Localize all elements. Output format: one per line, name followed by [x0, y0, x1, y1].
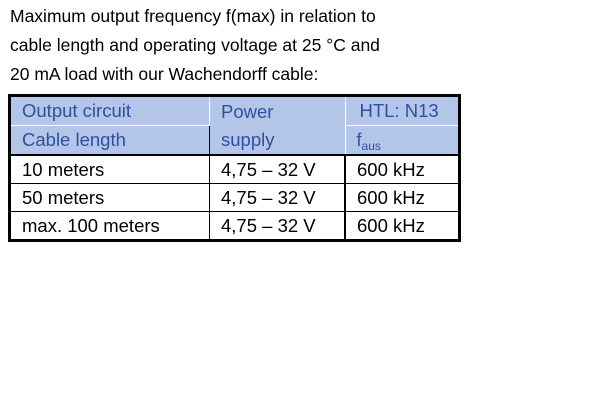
- table-row: [10, 155, 460, 184]
- intro-text: [10, 2, 570, 89]
- cell-cable-length: 50 meters: [10, 184, 210, 212]
- header-cable-length: Cable length: [10, 126, 210, 156]
- header-faus: [345, 126, 459, 156]
- table-header-row-1: [10, 96, 460, 126]
- cell-power-supply: 4,75 – 32 V: [210, 155, 346, 184]
- frequency-table: [8, 94, 461, 242]
- header-output-circuit: Output circuit: [10, 96, 210, 126]
- cell-cable-length: 10 meters: [10, 155, 210, 184]
- header-power-supply-line-1: Power: [221, 101, 274, 122]
- intro-line-3: 20 mA load with our Wachendorff cable:: [10, 64, 319, 84]
- header-power-supply: [210, 96, 346, 156]
- cell-cable-length: max. 100 meters: [10, 212, 210, 241]
- intro-line-1: Maximum output frequency f(max) in relation to: [10, 6, 376, 26]
- table-row: [10, 212, 460, 241]
- cell-frequency: 600 kHz: [345, 212, 459, 241]
- cell-power-supply: 4,75 – 32 V: [210, 184, 346, 212]
- cell-frequency: 600 kHz: [345, 155, 459, 184]
- header-faus-subscript: aus: [361, 139, 381, 153]
- header-faus-main: f: [356, 130, 362, 150]
- table-row: [10, 184, 460, 212]
- intro-line-2: cable length and operating voltage at 25 °C and: [10, 35, 380, 55]
- cell-frequency: 600 kHz: [345, 184, 459, 212]
- header-power-supply-line-2: supply: [221, 129, 275, 150]
- header-htl-n13: HTL: N13: [345, 96, 459, 126]
- cell-power-supply: 4,75 – 32 V: [210, 212, 346, 241]
